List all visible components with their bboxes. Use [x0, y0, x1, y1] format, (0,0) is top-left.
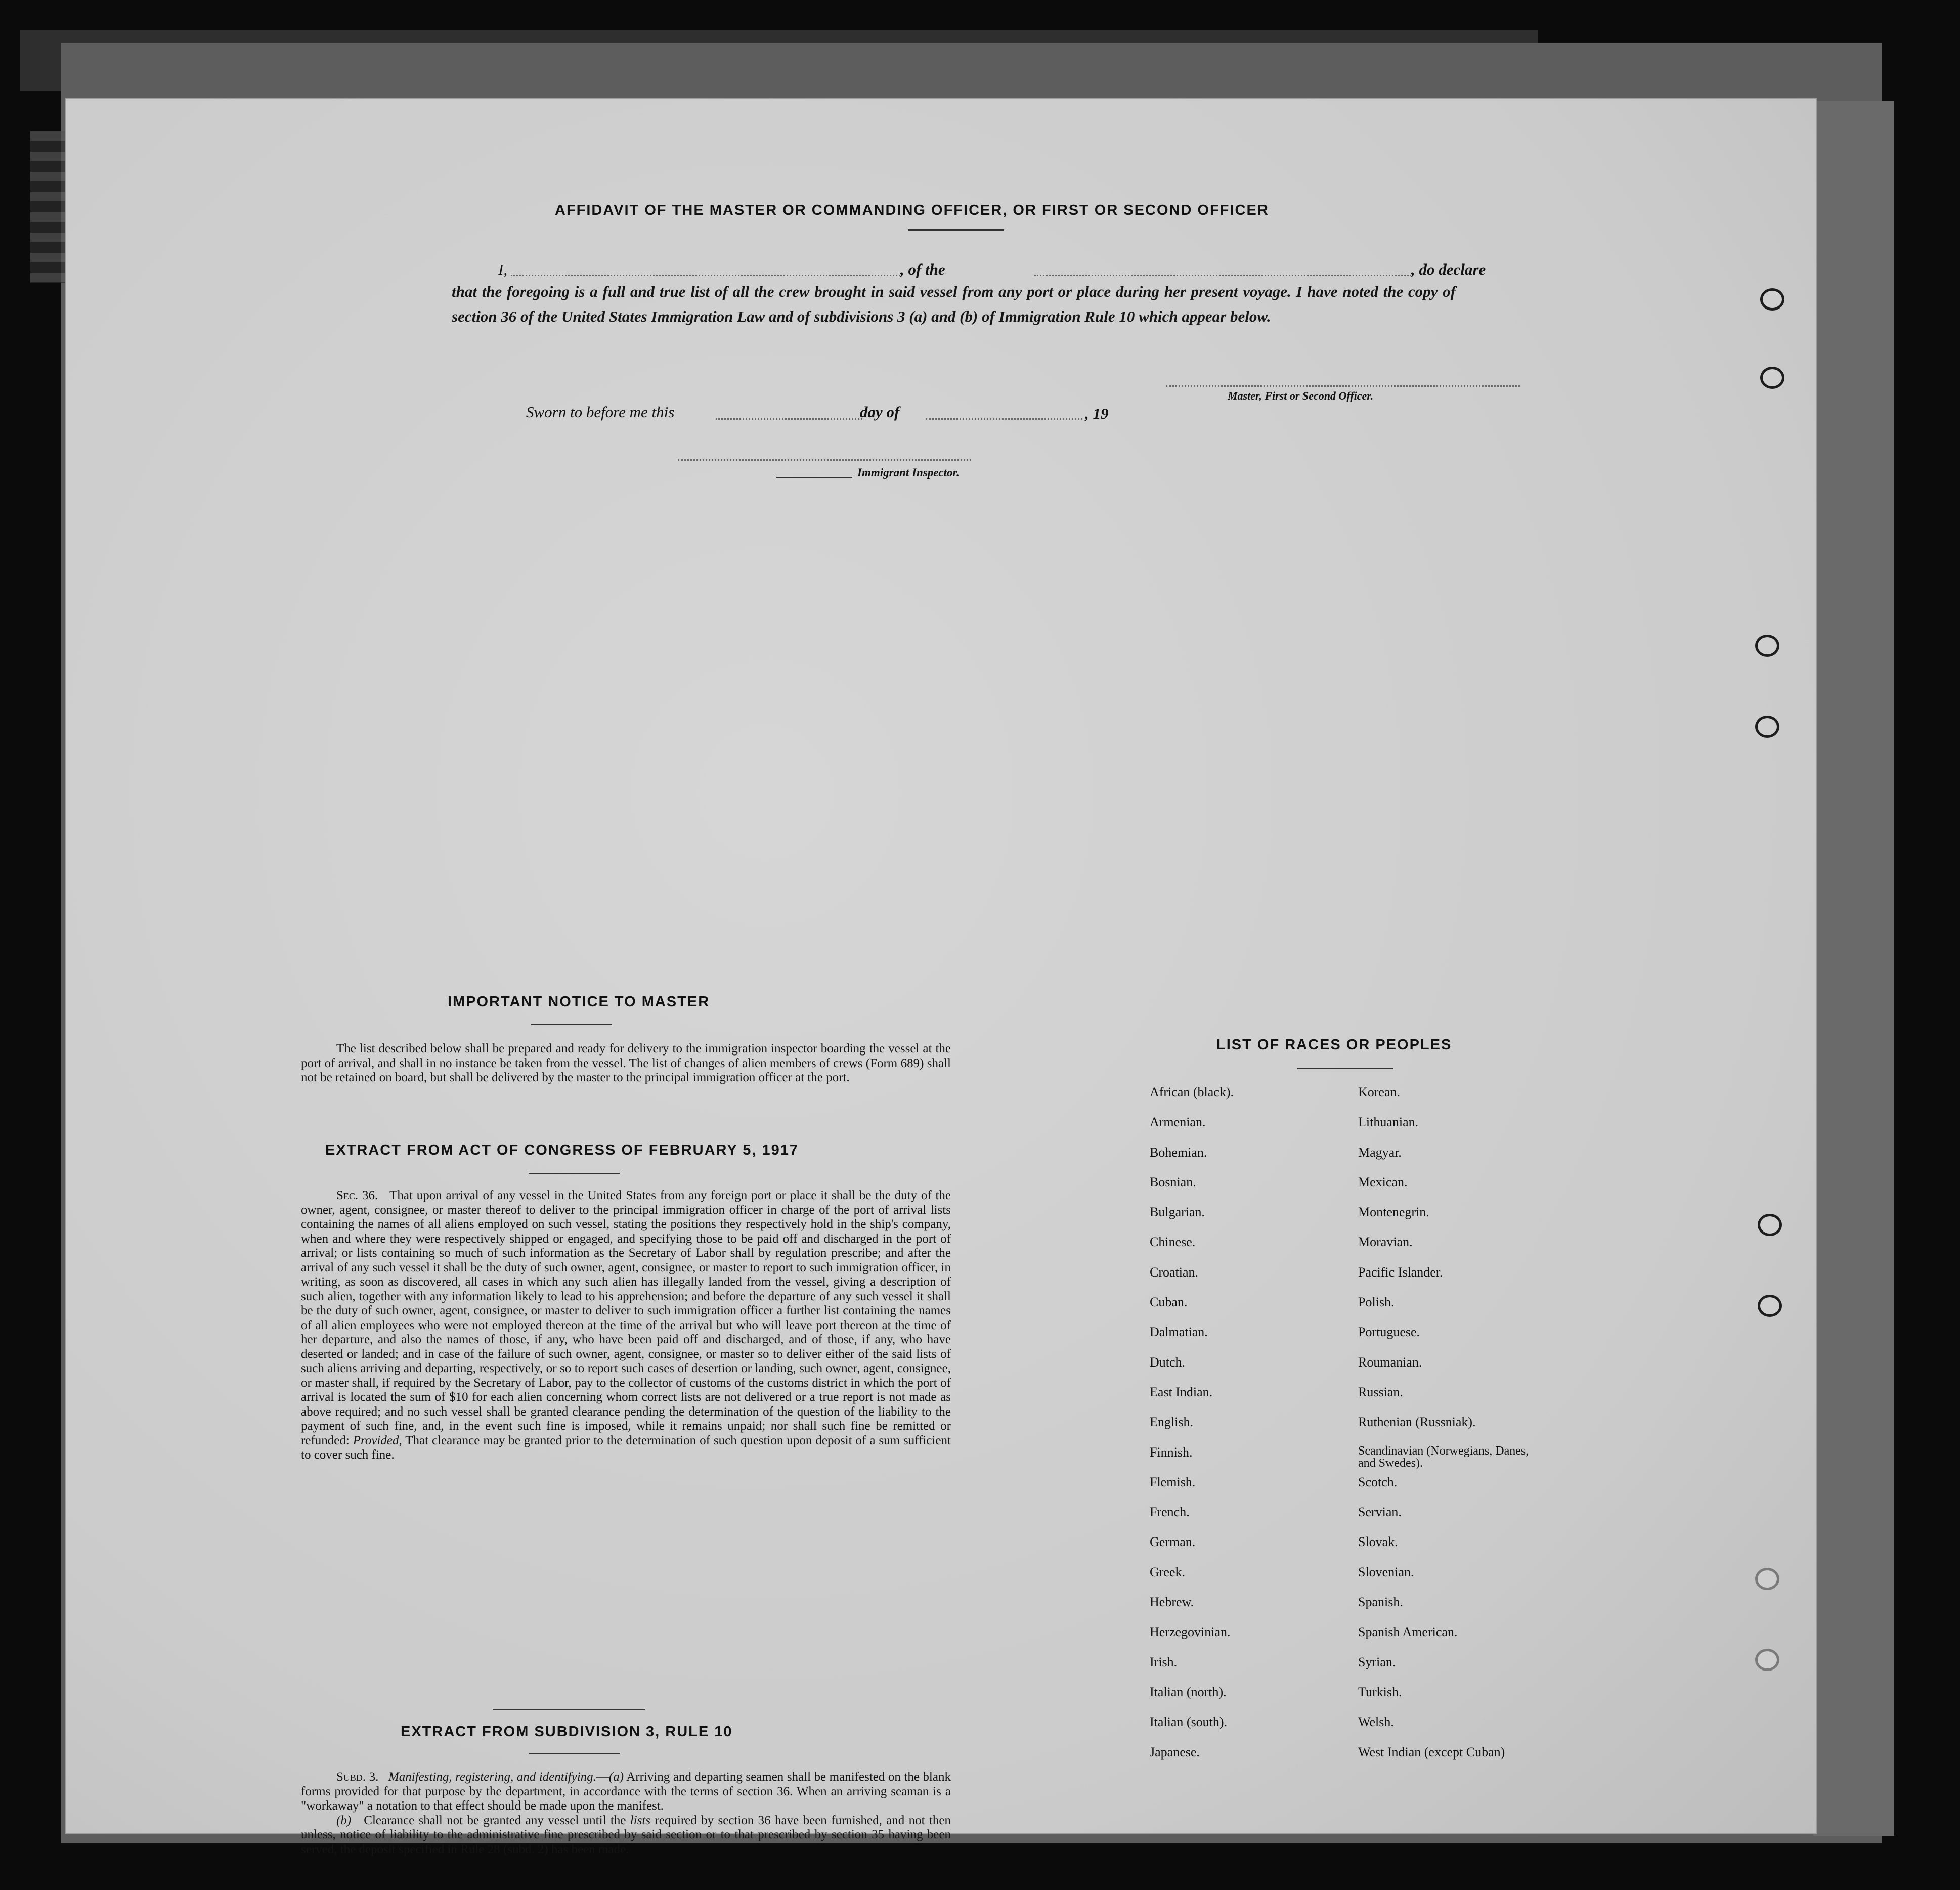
day-of-text: day of — [860, 403, 900, 421]
race-item: Moravian. — [1358, 1235, 1413, 1250]
sworn-month-blank[interactable] — [926, 418, 1082, 420]
race-item: Croatian. — [1150, 1264, 1199, 1280]
race-item: Portuguese. — [1358, 1325, 1420, 1340]
race-item: Armenian. — [1150, 1115, 1206, 1130]
race-item: French. — [1150, 1505, 1190, 1520]
race-item: Spanish. — [1358, 1595, 1403, 1610]
name-blank[interactable] — [511, 275, 900, 276]
race-item: Italian (north). — [1150, 1684, 1227, 1699]
punch-hole-icon — [1755, 1568, 1779, 1590]
rule-b-text-1: Clearance shall not be granted any vessel until the — [364, 1813, 626, 1827]
race-item: Herzegovinian. — [1150, 1624, 1231, 1640]
punch-hole-icon — [1760, 367, 1784, 389]
bleed-through-text — [30, 131, 71, 283]
rule-subd-heading: Manifesting, registering, and identifying. — [388, 1770, 596, 1784]
race-item: Cuban. — [1150, 1295, 1188, 1310]
inspector-label: Immigrant Inspector. — [857, 466, 960, 479]
rule-b-label: (b) — [336, 1813, 352, 1827]
race-item: Syrian. — [1358, 1654, 1396, 1669]
race-item: Slovak. — [1358, 1534, 1398, 1550]
races-left-column — [1150, 1085, 1234, 1775]
race-item: Dalmatian. — [1150, 1325, 1208, 1340]
notice-title-rule — [531, 1024, 612, 1025]
race-item: Japanese. — [1150, 1744, 1200, 1760]
race-item: East Indian. — [1150, 1384, 1213, 1399]
inspector-signature-line[interactable] — [678, 459, 971, 461]
race-item: Servian. — [1358, 1505, 1402, 1520]
notice-text — [301, 1042, 951, 1085]
race-item: Ruthenian (Russniak). — [1358, 1415, 1476, 1430]
punch-hole-icon — [1755, 635, 1779, 657]
notice-paragraph: The list described below shall be prepared and ready for delivery to the immigration inspector boarding the vessel at the port of arrival, and shall in no instance be taken from the vessel. The list of changes of alien members of crews (Form 689) shall not be retained on board, but shall be delivered by the master to the principal immigration officer at the port. — [301, 1042, 951, 1084]
race-item: Korean. — [1358, 1085, 1401, 1100]
act-end-rule — [493, 1709, 645, 1710]
race-item: Scandinavian (Norwegians, Danes, and Swedes). — [1358, 1444, 1529, 1470]
race-item: Finnish. — [1150, 1444, 1193, 1460]
rule-subd-label: Subd. 3. — [336, 1770, 379, 1784]
year-text: , 19 — [1085, 405, 1109, 422]
race-item: Irish. — [1150, 1654, 1178, 1669]
race-item: Flemish. — [1150, 1474, 1196, 1489]
affidavit-title-rule — [908, 229, 1004, 231]
race-item: Scotch. — [1358, 1474, 1398, 1489]
notice-title: IMPORTANT NOTICE TO MASTER — [448, 994, 710, 1010]
punch-hole-icon — [1755, 1649, 1779, 1671]
race-item: Chinese. — [1150, 1235, 1196, 1250]
act-text — [301, 1189, 951, 1463]
race-item: Pacific Islander. — [1358, 1264, 1443, 1280]
race-item: Magyar. — [1358, 1145, 1402, 1160]
act-provided: Provided, — [353, 1433, 402, 1447]
race-item: Slovenian. — [1358, 1564, 1414, 1579]
affidavit-of-the: , of the — [900, 260, 945, 278]
master-signature-line[interactable] — [1166, 385, 1520, 387]
race-item: Montenegrin. — [1358, 1205, 1429, 1220]
race-item: Polish. — [1358, 1295, 1395, 1310]
affidavit-body: that the foregoing is a full and true list of all the crew brought in said vessel from any port or place during her present voyage. I have noted the copy of section 36 of the United States Immigration Law and of subdivisions 3 (a) and (b) of Immigration Rule 10 which appear below. — [452, 283, 1456, 325]
race-item: Greek. — [1150, 1564, 1186, 1579]
races-title-rule — [1297, 1068, 1393, 1069]
races-title: LIST OF RACES OR PEOPLES — [1216, 1037, 1452, 1053]
race-item: African (black). — [1150, 1085, 1234, 1100]
punch-hole-icon — [1755, 716, 1779, 738]
document-page — [66, 99, 1816, 1856]
race-item: Welsh. — [1358, 1715, 1394, 1730]
page-edge-strip — [1813, 101, 1894, 1836]
inspector-rule — [776, 477, 852, 478]
race-item: Spanish American. — [1358, 1624, 1458, 1640]
race-item: English. — [1150, 1415, 1193, 1430]
vessel-blank[interactable] — [1034, 275, 1411, 276]
affidavit-title: AFFIDAVIT OF THE MASTER OR COMMANDING OFFICER, OR FIRST OR SECOND OFFICER — [555, 202, 1269, 218]
punch-hole-icon — [1758, 1214, 1782, 1236]
race-item: Bohemian. — [1150, 1145, 1207, 1160]
act-title-rule — [529, 1173, 620, 1174]
race-item: Russian. — [1358, 1384, 1403, 1399]
race-item: Lithuanian. — [1358, 1115, 1419, 1130]
act-title: EXTRACT FROM ACT OF CONGRESS OF FEBRUARY 5, 1917 — [325, 1142, 799, 1158]
race-item: Mexican. — [1358, 1174, 1408, 1190]
rule-title: EXTRACT FROM SUBDIVISION 3, RULE 10 — [401, 1724, 733, 1740]
race-item: Bosnian. — [1150, 1174, 1196, 1190]
race-item: Bulgarian. — [1150, 1205, 1205, 1220]
race-item: Turkish. — [1358, 1684, 1402, 1699]
act-text-a: That upon arrival of any vessel in the United States from any foreign port or place it shall be the duty of the owner, agent, consignee, or master thereof to deliver to the principal immigration officer in charge of the port of arrival lists containing the names of all aliens employed on such vessel, stating the positions they respectively hold in the ship's company, when and where they were respectively shipped or engaged, and specifying those to be paid off and discharged in the port of arrival; or lists containing so much of such information as the Secretary of Labor shall by regulation prescribe; and after the arrival of any such vessel it shall be the duty of such owner, agent, consignee, or master to report to such immigration officer, in writing, as soon as discovered, all cases in which any such alien has illegally landed from the vessel, giving a description of such alien, together with any information likely to lead to his apprehension; and before the departure of any such vessel it shall be the duty of such owner, agent, consignee, or master to deliver to such immigration officer a further list containing the names of all alien employees who were not employed thereon at the time of the arrival but who will leave port thereon at the time of her departure, and also the names of those, if any, who have been paid off and discharged, and of those, if any, who have deserted or landed; and in case of the failure of such owner, agent, consignee, or master so to deliver either of the said lists of such aliens arriving and departing, respectively, or so to report such cases of desertion or landing, such owner, agent, consignee, or master shall, if required by the Secretary of Labor, pay to the collector of customs of the customs district in which the port of arrival is located the sum of $10 for each alien concerning whom correct lists are not delivered or a true report is not made as above required; and no such vessel shall be granted clearance pending the determination of the question of the liability to the payment of such fine, and, in the event such fine is imposed, while it remains unpaid; nor shall such fine be remitted or refunded: — [301, 1189, 951, 1447]
punch-hole-icon — [1758, 1295, 1782, 1317]
sworn-text: Sworn to before me this — [526, 403, 675, 421]
rule-a-text: Arriving and departing seamen shall be manifested on the blank forms provided for that purpose by the department, in accordance with the terms of section 36. When an arriving seaman is a "workaway" a notation to that effect should be made upon the manifest. — [301, 1770, 951, 1813]
race-item: Italian (south). — [1150, 1715, 1228, 1730]
rule-title-rule — [529, 1753, 620, 1754]
act-section-label: Sec. 36. — [336, 1189, 378, 1202]
sworn-day-blank[interactable] — [716, 418, 862, 420]
rule-b-text-2: required by section 36 have been furnished, and not then unless, notice of liability to the administrative fine prescribed by said section or to that prescribed by section 35 having been served, the deposit specified in Rule 28 (subd. 2) has been made. — [301, 1813, 951, 1856]
affidavit-i: I, — [498, 260, 508, 278]
race-item: German. — [1150, 1534, 1196, 1550]
rule-b-lists: lists — [630, 1813, 651, 1827]
punch-hole-icon — [1760, 288, 1784, 311]
affidavit-declare: , do declare — [1411, 260, 1486, 278]
rule-text — [301, 1770, 951, 1857]
rule-a-label: (a) — [608, 1770, 624, 1784]
rule-dash: — — [596, 1770, 609, 1784]
race-item: Roumanian. — [1358, 1354, 1422, 1370]
races-right-column — [1358, 1085, 1530, 1775]
act-text-b: That clearance may be granted prior to the determination of such question upon deposit of a sum sufficient to cover such fine. — [301, 1433, 951, 1462]
race-item: Hebrew. — [1150, 1595, 1194, 1610]
race-item: Dutch. — [1150, 1354, 1186, 1370]
master-label: Master, First or Second Officer. — [1228, 389, 1374, 402]
race-item: West Indian (except Cuban) — [1358, 1744, 1505, 1760]
